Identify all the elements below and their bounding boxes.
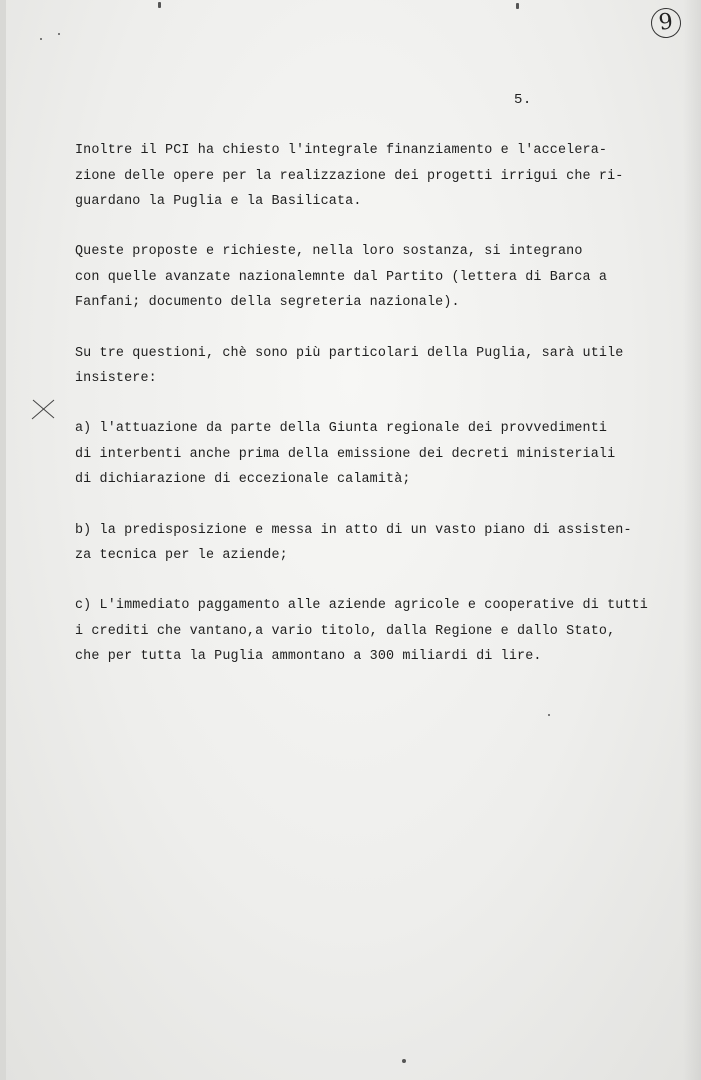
page-number: 5. [514, 92, 532, 108]
list-item-a: a) l'attuazione da parte della Giunta regionale dei provvedimenti di interbenti anche prima della emissione dei decreti ministeriali di dichiarazione di eccezionale calamità; [75, 421, 616, 488]
list-item-b: b) la predisposizione e messa in atto di un vasto piano di assisten- za tecnica per le aziende; [75, 522, 632, 564]
handwritten-x-mark [30, 398, 56, 420]
folio-circle-mark: 9 [649, 6, 683, 40]
scan-speck [516, 3, 519, 9]
scan-speck [548, 714, 550, 716]
scan-speck [158, 2, 161, 8]
scan-edge-left [0, 0, 6, 1080]
scan-speck [58, 33, 60, 35]
list-item-c: c) L'immediato paggamento alle aziende agricole e cooperative di tutti i crediti che vantano,a vario titolo, dalla Regione e dallo Stato, che per tutta la Puglia ammontano a 300 miliardi di lire. [75, 598, 648, 665]
paragraph-proposals: Queste proposte e richieste, nella loro sostanza, si integrano con quelle avanzate nazionalemnte dal Partito (lettera di Barca a Fanfani; documento della segreteria nazionale). [75, 244, 608, 311]
scan-speck [40, 38, 42, 40]
document-body [75, 138, 655, 670]
paragraph-funding: Inoltre il PCI ha chiesto l'integrale finanziamento e l'accelera- zione delle opere per la realizzazione dei progetti irrigui che ri- guardano la Puglia e la Basilicata. [75, 143, 624, 210]
scan-edge-right [683, 0, 701, 1080]
scan-speck [402, 1059, 406, 1063]
paragraph-three-questions: Su tre questioni, chè sono più particolari della Puglia, sarà utile insistere: [75, 345, 624, 387]
